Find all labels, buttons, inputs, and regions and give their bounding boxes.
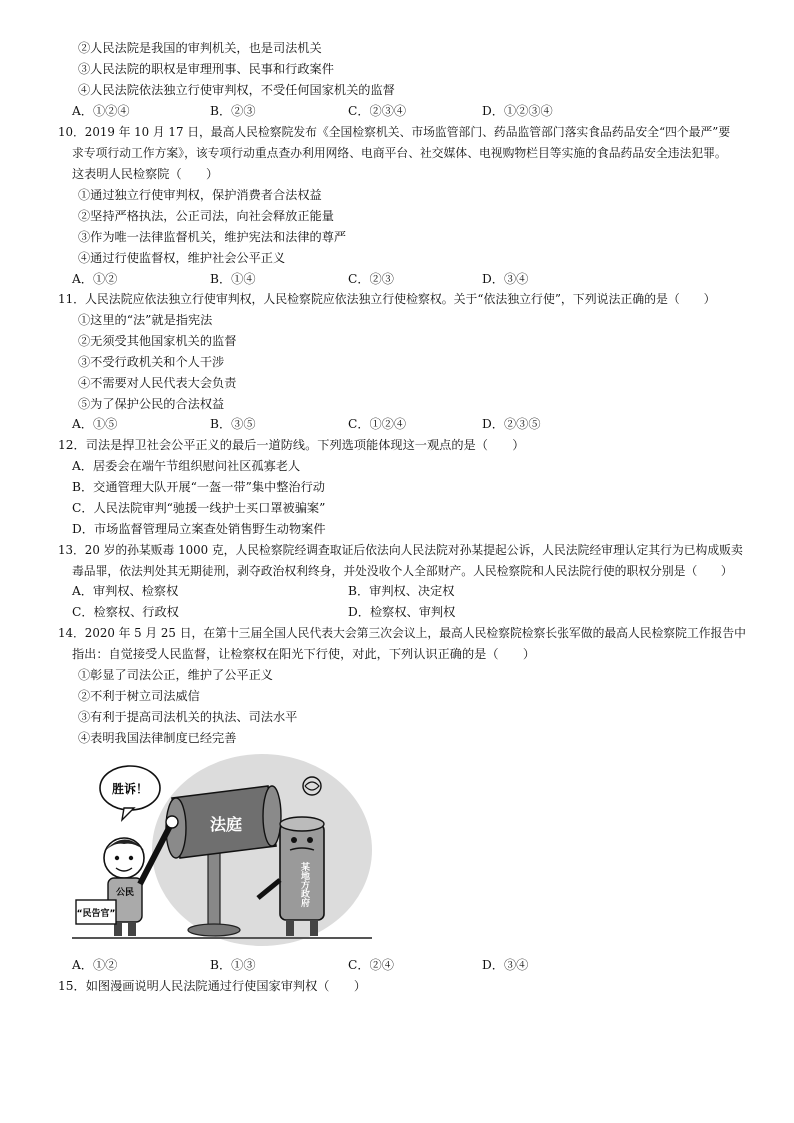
q14-statement-4: ④表明我国法律制度已经完善 bbox=[78, 731, 237, 745]
speech-text: 胜诉！ bbox=[111, 782, 149, 796]
q11-statement-2: ②无须受其他国家机关的监督 bbox=[78, 334, 237, 348]
q10-stem-line-1: 10．2019 年 10 月 17 日，最高人民检察院发布《全国检察机关、市场监管部门、药品监管部门落实食品药品安全“四个最严”要 bbox=[58, 125, 731, 139]
citizen-tag: 公民 bbox=[115, 888, 135, 898]
q9-option-c[interactable]: C．②③④ bbox=[348, 104, 407, 118]
q11-option-b[interactable]: B．③⑤ bbox=[210, 417, 256, 431]
court-mallet bbox=[166, 786, 281, 858]
q10-statement-1: ①通过独立行使审判权，保护消费者合法权益 bbox=[78, 188, 322, 202]
q12-choice-c[interactable]: C．人民法院审判“驰援一线护士买口罩被骗案” bbox=[72, 501, 326, 515]
q14-stem-line-2: 指出：自觉接受人民监督，让检察权在阳光下行使，对此，下列认识正确的是（ ） bbox=[72, 647, 536, 661]
q10-stem-line-3: 这表明人民检察院（ ） bbox=[72, 167, 219, 181]
q14-stem-line-1: 14．2020 年 5 月 25 日，在第十三届全国人民代表大会第三次会议上，最高人民检察院检察长张军做的最高人民检察院工作报告中 bbox=[58, 626, 746, 640]
q12-choice-b[interactable]: B．交通管理大队开展“一盔一带”集中整治行动 bbox=[72, 480, 325, 494]
q14-option-a[interactable]: A．①② bbox=[72, 958, 118, 972]
q10-statement-4: ④通过行使监督权，维护社会公平正义 bbox=[78, 251, 286, 265]
q14-option-b[interactable]: B．①③ bbox=[210, 958, 256, 972]
speech-bubble bbox=[100, 766, 160, 820]
q14-statement-1: ①彰显了司法公正，维护了公平正义 bbox=[78, 668, 273, 682]
q12-stem: 12．司法是捍卫社会公平正义的最后一道防线。下列选项能体现这一观点的是（ ） bbox=[58, 438, 525, 452]
q13-stem-line-2: 毒品罪，依法判处其无期徒刑，剥夺政治权利终身，并处没收个人全部财产。人民检察院和人民法院行使的职权分别是（ ） bbox=[72, 564, 733, 578]
q10-stem-line-2: 求专项行动工作方案》，该专项行动重点查办利用网络、电商平台、社交媒体、电视购物栏目等实施的食品药品安全违法犯罪。 bbox=[72, 146, 727, 160]
q13-option-b[interactable]: B．审判权、决定权 bbox=[348, 584, 455, 598]
q10-statement-3: ③作为唯一法律监督机关，维护宪法和法律的尊严 bbox=[78, 230, 347, 244]
q9-option-a[interactable]: A．①②④ bbox=[72, 104, 130, 118]
q15-stem: 15．如图漫画说明人民法院通过行使国家审判权（ ） bbox=[58, 979, 367, 993]
q9-statement-2: ②人民法院是我国的审判机关，也是司法机关 bbox=[78, 41, 322, 55]
q10-statement-2: ②坚持严格执法，公正司法，向社会释放正能量 bbox=[78, 209, 334, 223]
q11-statement-5: ⑤为了保护公民的合法权益 bbox=[78, 397, 225, 411]
q12-choice-a[interactable]: A．居委会在端午节组织慰问社区孤寡老人 bbox=[72, 459, 301, 473]
mallet-label: 法庭 bbox=[209, 815, 243, 834]
q14-option-d[interactable]: D．③④ bbox=[482, 958, 529, 972]
q10-option-d[interactable]: D．③④ bbox=[482, 272, 529, 286]
q10-option-b[interactable]: B．①④ bbox=[210, 272, 256, 286]
q11-option-d[interactable]: D．②③⑤ bbox=[482, 417, 541, 431]
q12-choice-d[interactable]: D．市场监督管理局立案查处销售野生动物案件 bbox=[72, 522, 326, 536]
q14-statement-3: ③有利于提高司法机关的执法、司法水平 bbox=[78, 710, 298, 724]
q11-option-c[interactable]: C．①②④ bbox=[348, 417, 407, 431]
q9-statement-3: ③人民法院的职权是审理刑事、民事和行政案件 bbox=[78, 62, 334, 76]
q11-stem: 11．人民法院应依法独立行使审判权，人民检察院应依法独立行使检察权。关于“依法独立行使”，下列说法正确的是（ ） bbox=[58, 292, 716, 306]
q11-statement-4: ④不需要对人民代表大会负责 bbox=[78, 376, 237, 390]
q13-stem-line-1: 13．20 岁的孙某贩毒 1000 克，人民检察院经调查取证后依法向人民法院对孙某提起公诉，人民法院经审理认定其行为已构成贩卖 bbox=[58, 543, 743, 557]
sign-text: “民告官” bbox=[76, 909, 116, 919]
q11-statement-3: ③不受行政机关和个人干涉 bbox=[78, 355, 225, 369]
government-tag: 某地方政府 bbox=[299, 862, 309, 907]
q9-statement-4: ④人民法院依法独立行使审判权，不受任何国家机关的监督 bbox=[78, 83, 395, 97]
lawsuit-sign bbox=[76, 900, 116, 924]
q10-option-a[interactable]: A．①② bbox=[72, 272, 118, 286]
q14-statement-2: ②不利于树立司法威信 bbox=[78, 689, 200, 703]
q9-option-b[interactable]: B．②③ bbox=[210, 104, 256, 118]
q10-option-c[interactable]: C．②③ bbox=[348, 272, 394, 286]
q13-option-a[interactable]: A．审判权、检察权 bbox=[72, 584, 179, 598]
q11-statement-1: ①这里的“法”就是指宪法 bbox=[78, 313, 213, 327]
q9-option-d[interactable]: D．①②③④ bbox=[482, 104, 553, 118]
court-cartoon-illustration bbox=[72, 750, 372, 948]
q14-option-c[interactable]: C．②④ bbox=[348, 958, 394, 972]
q11-option-a[interactable]: A．①⑤ bbox=[72, 417, 118, 431]
q13-option-d[interactable]: D．检察权、审判权 bbox=[348, 605, 456, 619]
q13-option-c[interactable]: C．检察权、行政权 bbox=[72, 605, 179, 619]
